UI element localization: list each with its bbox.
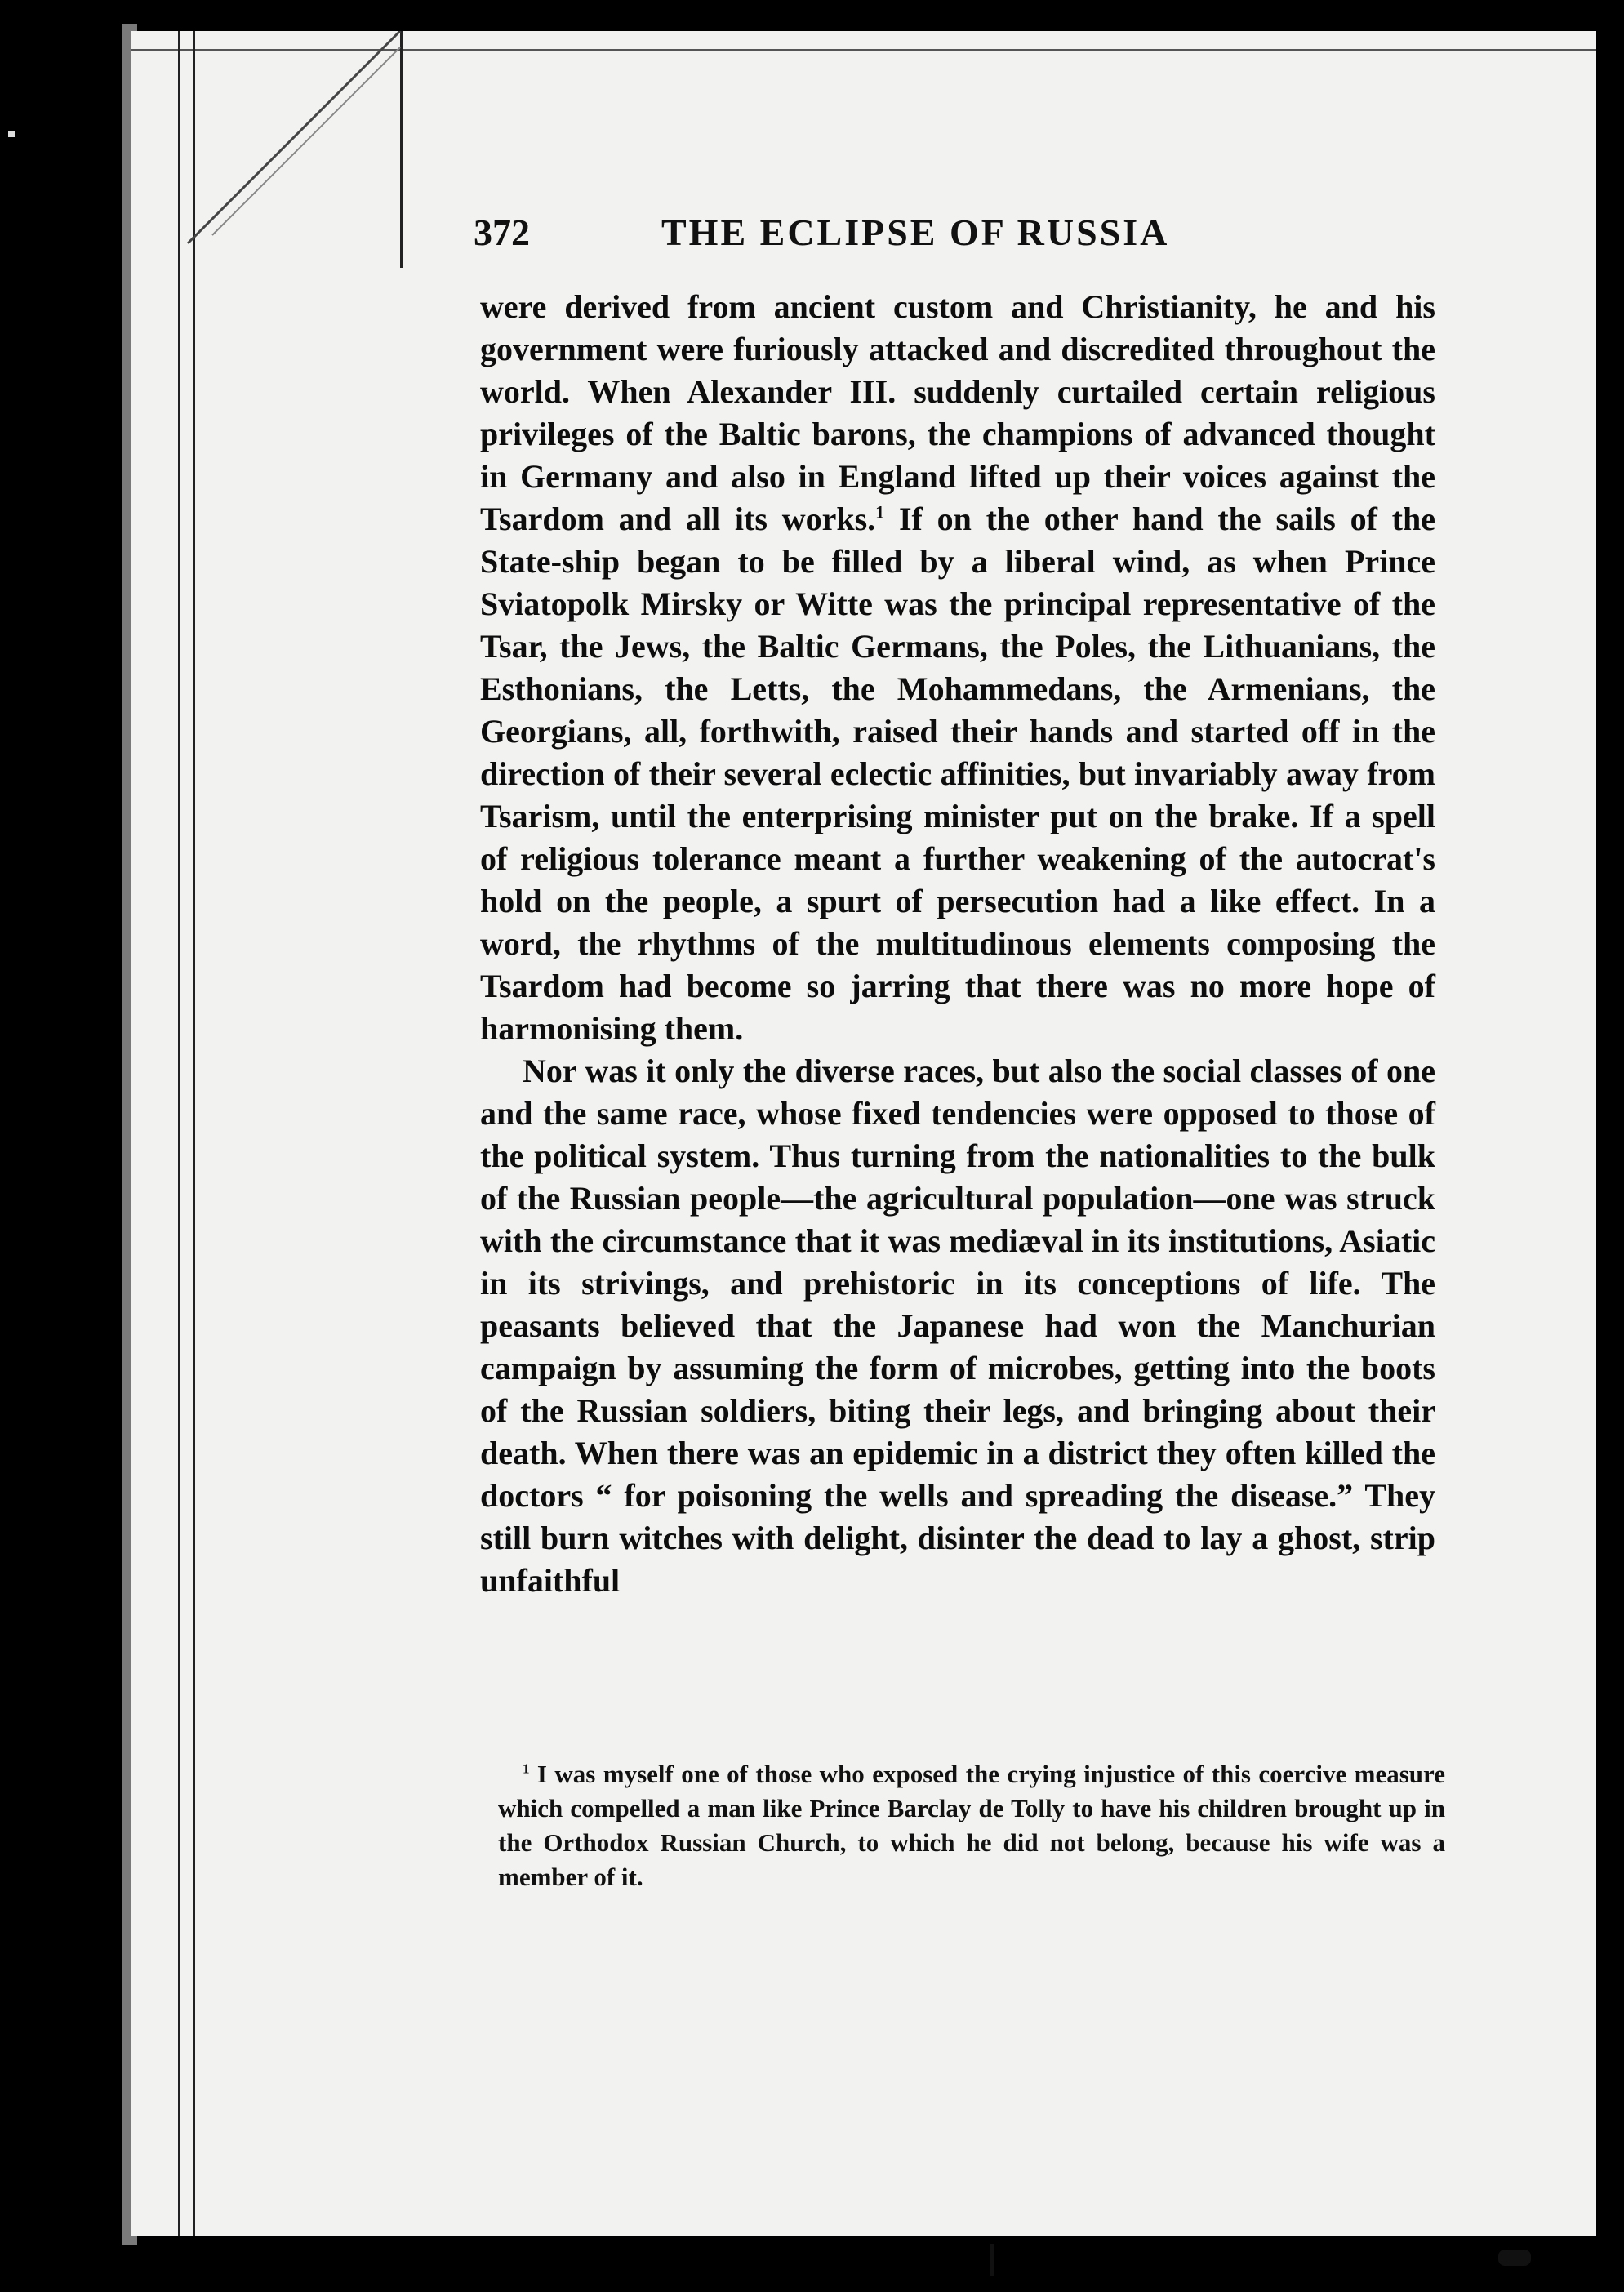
folded-corner-mark [131,31,408,284]
footnote-text: I was myself one of those who exposed the crying injustice of this coercive measure which compelled a man like Prince Barclay de Tolly to have his children brought up in the Orthodox Russian Church, to which he did not belong, because his wife was a member of it. [498,1760,1445,1891]
scan-speck [8,131,15,137]
footnote-marker: 1 [523,1760,530,1777]
scan-edge-left-1 [178,31,180,2236]
scan-speck [990,2244,994,2276]
scan-speck [1498,2250,1531,2266]
paragraph-text: were derived from ancient custom and Christianity, he and his government were furiously attacked and discredited throughout the world. When Alexander III. suddenly curtailed certain religious privileges of the Baltic barons, the champions of advanced thought in Germany and also in England lifted up their voices against the Tsardom and all its works. [480,288,1435,537]
footnote [498,1757,1445,1894]
footnote-reference: 1 [875,501,885,523]
page-number: 372 [474,211,530,253]
paragraph: Nor was it only the diverse races, but also the social classes of one and the same race, whose fixed tendencies were opposed to those of the political system. Thus turning from the nationalities to the bulk of the Russian people—the agricultural population—one was struck with the circumstance that it was mediæval in its institutions, Asiatic in its strivings, and prehistoric in its conceptions of life. The peasants believed that the Japanese had won the Manchurian campaign by assuming the form of microbes, getting into the boots of the Russian soldiers, biting their legs, and bringing about their death. When there was an epidemic in a district they often killed the doctors “ for poisoning the wells and spreading the disease.” They still burn witches with delight, disinter the dead to lay a ghost, strip unfaithful [480,1053,1435,1599]
paragraph-text: If on the other hand the sails of the State-ship began to be filled by a liberal wind, as when Prince Sviatopolk Mirsky or Witte was the principal representative of the Tsar, the Jews, the Baltic Germans, the Poles, the Lithuanians, the Esthonians, the Letts, the Mohammedans, the Armenians, the Georgians, all, forthwith, raised their hands and started off in the direction of their several eclectic affinities, but invariably away from Tsarism, until the enterprising minister put on the brake. If a spell of religious tolerance meant a further weakening of the autocrat's hold on the people, a spurt of persecution had a like effect. In a word, the rhythms of the multitudinous elements composing the Tsardom had become so jarring that there was no more hope of harmonising them. [480,501,1435,1047]
scan-edge-left-2 [193,31,195,2236]
running-head [474,211,1437,260]
paragraph [480,286,1435,1050]
body-text [480,286,1435,1602]
running-title: THE ECLIPSE OF RUSSIA [661,211,1170,253]
